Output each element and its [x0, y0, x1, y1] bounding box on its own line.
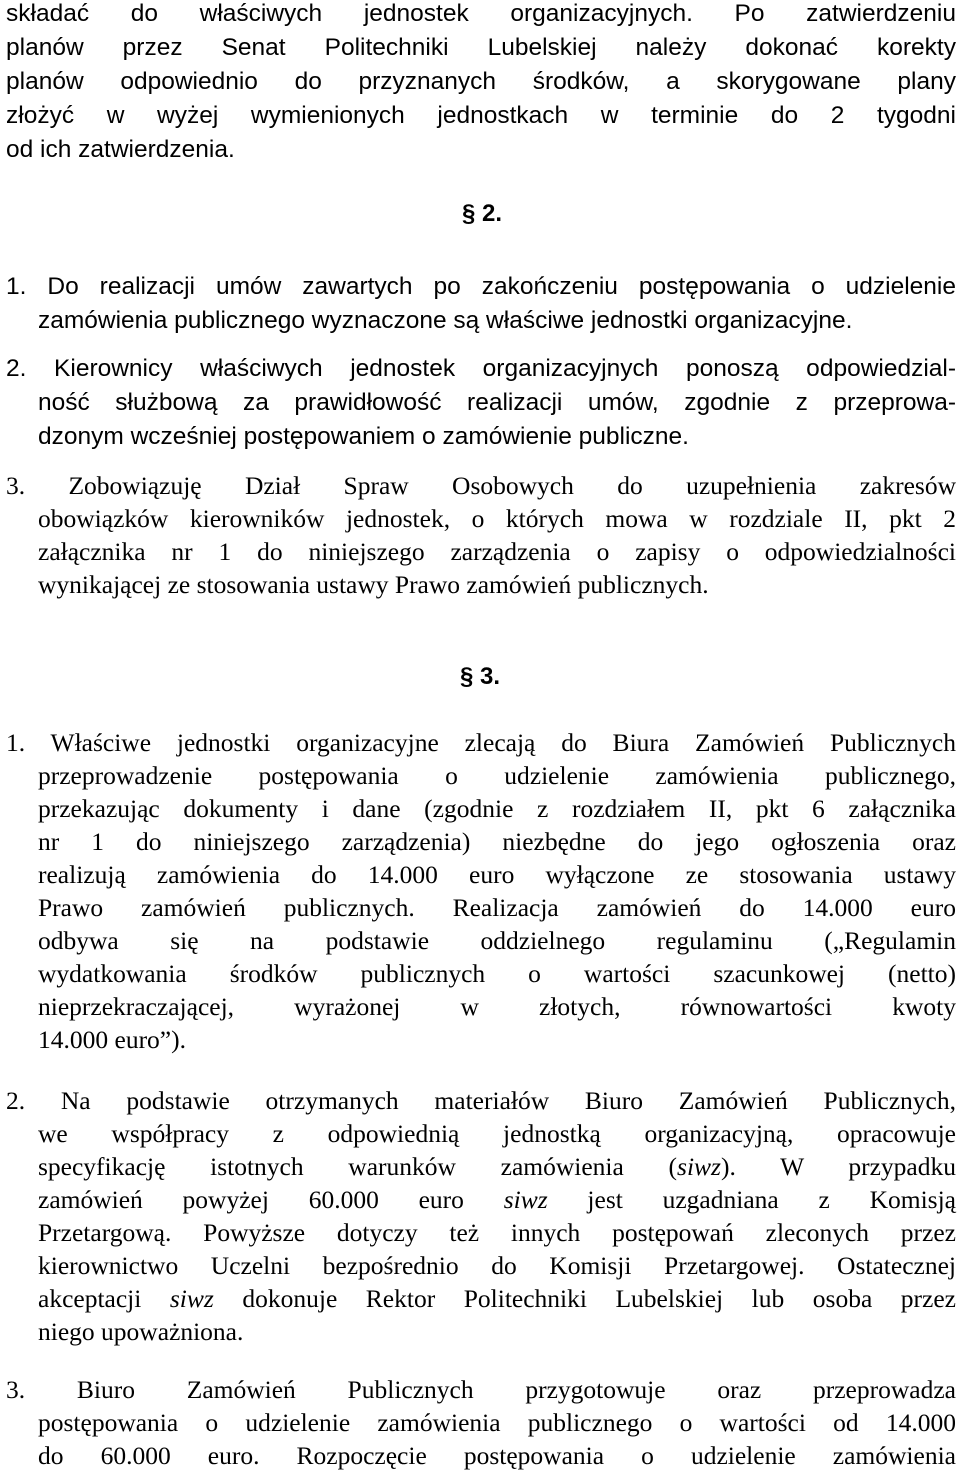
text-line: niego upoważniona. [38, 1317, 244, 1346]
siwz-term: siwz [677, 1152, 721, 1181]
text-line: kierownictwo Uczelni bezpośrednio do Komisji Przetargowej. Ostatecznej [38, 1251, 956, 1280]
section-3-point-1 [6, 726, 956, 1056]
text-line: nr 1 do niniejszego zarządzenia) niezbędne do jego ogłoszenia oraz [38, 827, 956, 856]
text-line: przekazując dokumenty i dane (zgodnie z rozdziałem II, pkt 6 załącznika [38, 794, 956, 823]
intro-line: złożyć w wyżej wymienionych jednostkach w terminie do 2 tygodni [6, 102, 956, 129]
text-line: 2. Kierownicy właściwych jednostek organizacyjnych ponoszą odpowiedzial- [6, 355, 956, 382]
text-line: realizują zamówienia do 14.000 euro wyłączone ze stosowania ustawy [38, 860, 956, 889]
text-line: 2. Na podstawie otrzymanych materiałów Biuro Zamówień Publicznych, [6, 1086, 956, 1115]
intro-line: od ich zatwierdzenia. [6, 136, 235, 163]
text-line: postępowania o udzielenie zamówienia publicznego o wartości od 14.000 [38, 1408, 956, 1437]
text-fragment: zamówień powyżej 60.000 euro [38, 1185, 504, 1214]
section-2-point-3 [6, 469, 956, 601]
text-line: przeprowadzenie postępowania o udzielenie zamówienia publicznego, [38, 761, 956, 790]
text-fragment: akceptacji [38, 1284, 170, 1313]
siwz-term: siwz [169, 1284, 214, 1313]
section-2-heading: § 2. [462, 200, 503, 227]
intro-line: planów odpowiednio do przyznanych środków, a skorygowane plany [6, 68, 956, 95]
text-line: 3. Zobowiązuję Dział Spraw Osobowych do uzupełnienia zakresów [6, 471, 956, 500]
text-line: 14.000 euro”). [38, 1025, 186, 1054]
section-2-point-2 [6, 352, 956, 454]
text-fragment: ). W przypadku [720, 1152, 956, 1181]
text-line [6, 1183, 956, 1216]
text-line: zamówienia publicznego wyznaczone są właściwe jednostki organizacyjne. [38, 307, 853, 334]
text-line: odbywa się na podstawie oddzielnego regulaminu („Regulamin [38, 926, 956, 955]
text-line [6, 1150, 956, 1183]
intro-line: planów przez Senat Politechniki Lubelskiej należy dokonać korekty [6, 34, 956, 61]
text-fragment: jest uzgadniana z Komisją [547, 1185, 956, 1214]
section-3-point-3 [6, 1373, 956, 1472]
text-line: we współpracy z odpowiednią jednostką organizacyjną, opracowuje [38, 1119, 956, 1148]
section-2-point-1 [6, 270, 956, 338]
text-line: nieprzekraczającej, wyrażonej w złotych, równowartości kwoty [38, 992, 956, 1021]
text-line: ność służbową za prawidłowość realizacji umów, zgodnie z przeprowa- [38, 389, 956, 416]
text-line: 1. Właściwe jednostki organizacyjne zlecają do Biura Zamówień Publicznych [6, 728, 956, 757]
text-line: załącznika nr 1 do niniejszego zarządzenia o zapisy o odpowiedzialności [38, 537, 956, 566]
text-line: Prawo zamówień publicznych. Realizacja zamówień do 14.000 euro [38, 893, 956, 922]
text-fragment: specyfikację istotnych warunków zamówienia ( [38, 1152, 678, 1181]
intro-paragraph [6, 0, 956, 167]
text-line: 3. Biuro Zamówień Publicznych przygotowuje oraz przeprowadza [6, 1375, 956, 1404]
text-line: do 60.000 euro. Rozpoczęcie postępowania o udzielenie zamówienia [38, 1441, 956, 1470]
text-line: Przetargową. Powyższe dotyczy też innych postępowań zleconych przez [38, 1218, 956, 1247]
text-line: 1. Do realizacji umów zawartych po zakończeniu postępowania o udzielenie [6, 273, 956, 300]
text-line [6, 1282, 956, 1315]
section-3-heading: § 3. [460, 663, 501, 690]
text-line: dzonym wcześniej postępowaniem o zamówienie publiczne. [38, 423, 689, 450]
section-3-point-2 [6, 1084, 956, 1348]
text-line: wynikającej ze stosowania ustawy Prawo zamówień publicznych. [38, 570, 709, 599]
text-fragment: dokonuje Rektor Politechniki Lubelskiej lub osoba przez [213, 1284, 956, 1313]
siwz-term: siwz [503, 1185, 548, 1214]
intro-line: składać do właściwych jednostek organizacyjnych. Po zatwierdzeniu [6, 0, 956, 27]
text-line: wydatkowania środków publicznych o wartości szacunkowej (netto) [38, 959, 956, 988]
text-line: obowiązków kierowników jednostek, o których mowa w rozdziale II, pkt 2 [38, 504, 956, 533]
